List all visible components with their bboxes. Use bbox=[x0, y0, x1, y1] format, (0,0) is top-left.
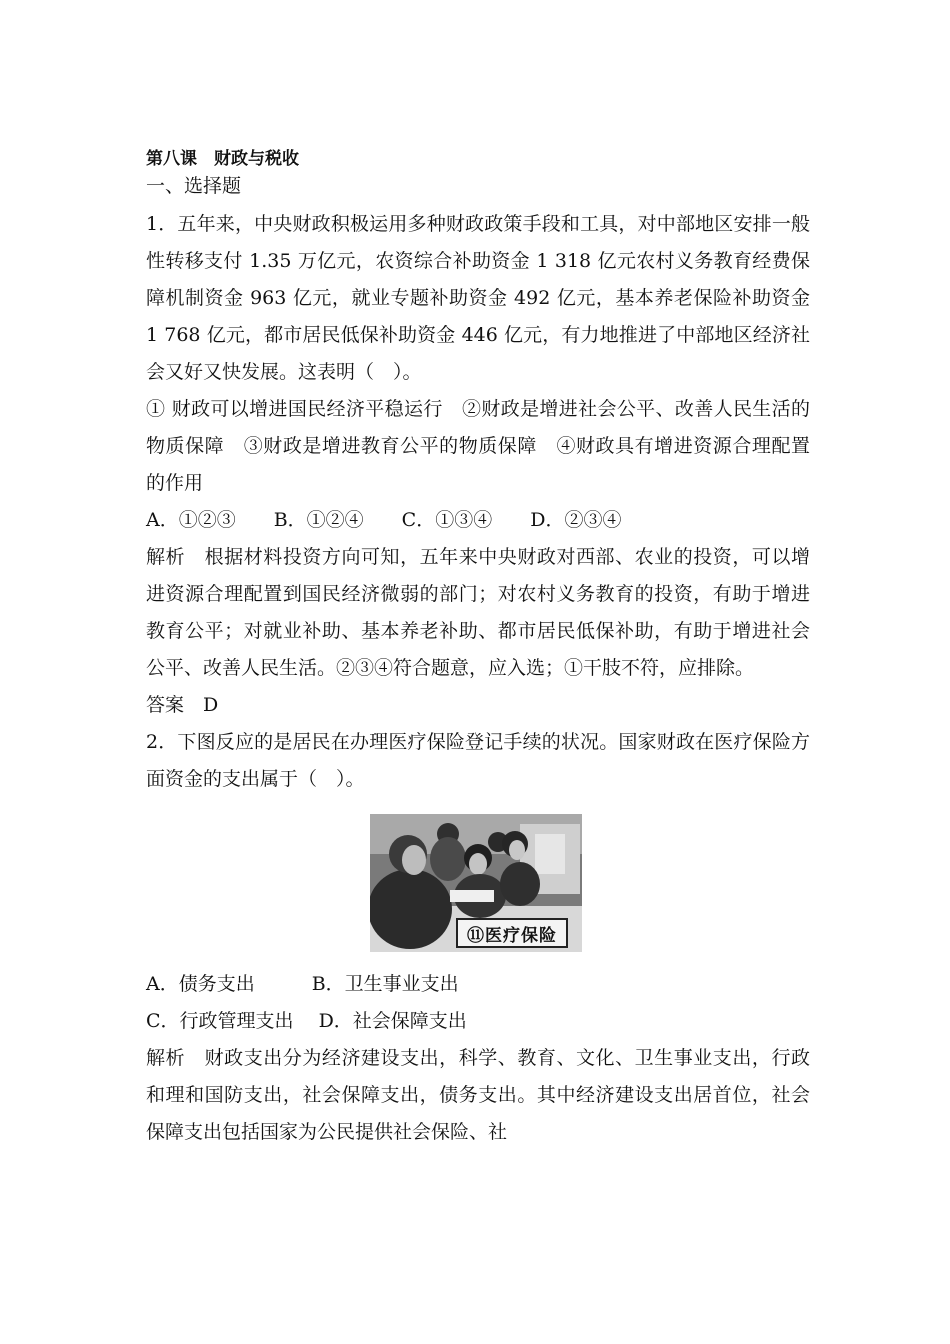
lesson-title: 第八课 财政与税收 bbox=[146, 149, 299, 169]
question-1-answer: 答案 D bbox=[146, 694, 219, 716]
question-2-analysis: 解析 财政支出分为经济建设支出，科学、教育、文化、卫生事业支出，行政和理和国防支出，社会保障支出，债务支出。其中经济建设支出居首位，社会保障支出包括国家为公民提供社会保险、社 bbox=[146, 1047, 810, 1143]
question-2-options-row-2: C．行政管理支出 D．社会保障支出 bbox=[146, 1010, 467, 1032]
question-1-stem: 1．五年来，中央财政积极运用多种财政政策手段和工具，对中部地区安排一般性转移支付 1.35 万亿元，农资综合补助资金 1 318 亿元农村义务教育经费保障机制资金 963 亿元，就业专题补助资金 492 亿元，基本养老保险补助资金 1 768 亿元，都市居民低保补助资金 446 亿元，有力地推进了中部地区经济社会又好又快发展。这表明（ ）。 bbox=[146, 213, 810, 383]
question-2-stem: 2．下图反应的是居民在办理医疗保险登记手续的状况。国家财政在医疗保险方面资金的支出属于（ ）。 bbox=[146, 731, 810, 790]
section-heading: 一、选择题 bbox=[146, 175, 242, 197]
question-1-analysis: 解析 根据材料投资方向可知，五年来中央财政对西部、农业的投资，可以增进资源合理配置到国民经济微弱的部门；对农村义务教育的投资，有助于增进教育公平；对就业补助、基本养老补助、都市居民低保补助，有助于增进社会公平、改善人民生活。②③④符合题意，应入选；①干肢不符，应排除。 bbox=[146, 546, 810, 679]
question-1-statements: ① 财政可以增进国民经济平稳运行 ②财政是增进社会公平、改善人民生活的物质保障 ③财政是增进教育公平的物质保障 ④财政具有增进资源合理配置的作用 bbox=[146, 398, 810, 494]
medical-insurance-photo bbox=[370, 814, 582, 952]
question-2-options-row-1: A．债务支出 B．卫生事业支出 bbox=[146, 973, 459, 995]
document-page bbox=[146, 146, 810, 1151]
medical-insurance-sign: ⑪医疗保险 bbox=[456, 918, 568, 948]
question-1-options: A．①②③ B．①②④ C．①③④ D．②③④ bbox=[146, 509, 622, 531]
